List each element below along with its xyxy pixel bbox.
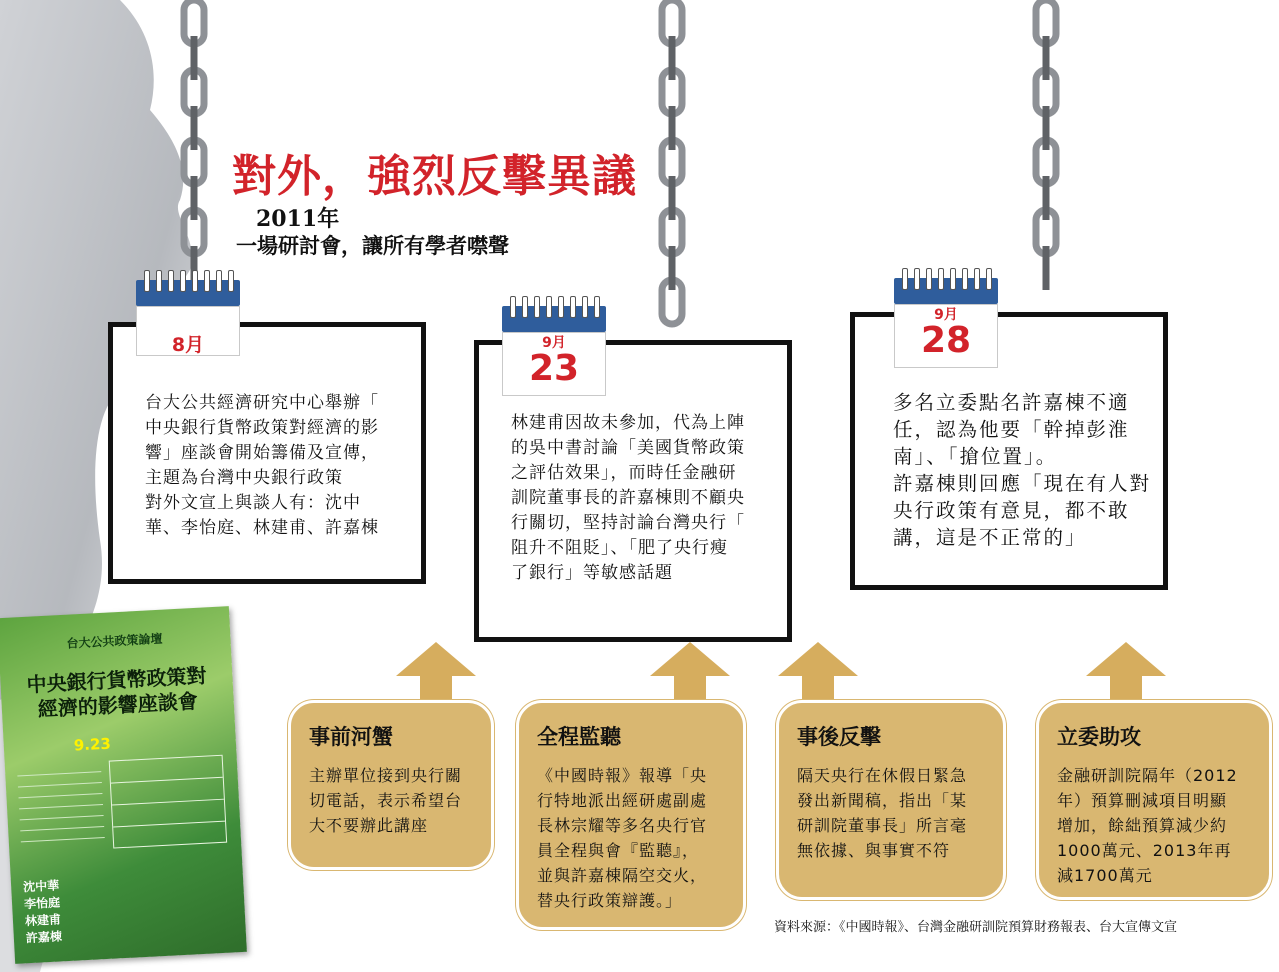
chain-left [172,0,216,300]
poster-title [10,663,224,724]
up-arrow-icon [778,642,858,702]
reaction-description [1057,763,1238,888]
reaction-line: 大不要辦此講座 [309,816,429,835]
reaction-line: 《中國時報》報導「央 [537,766,708,785]
reaction-line: 金融研訓院隔年（2012 [1057,766,1238,785]
reaction-line: 隔天央行在休假日緊急 [797,766,968,785]
reaction-line: 切電話，表示希望台 [309,791,463,810]
event-line: 行關切，堅持討論台灣央行「 [511,513,745,533]
subtitle-text: 一場研討會，讓所有學者噤聲 [236,233,509,258]
reaction-line: 員全程與會『監聽』， [537,841,700,860]
reaction-title: 全程監聽 [537,724,621,749]
reaction-description [797,763,967,863]
event-line: 講，這是不正常的」 [893,526,1087,549]
reaction-line: 發出新聞稿，指出「某 [797,791,968,810]
reaction-line: 無依據、與事實不符 [797,841,951,860]
chain-middle [650,0,694,330]
poster-speaker: 李怡庭 [23,895,61,912]
up-arrow-icon [650,642,730,702]
page-title: 對外，強烈反擊異議 [232,151,637,202]
event-line: 對外文宣上與談人有：沈中 [145,493,361,513]
reaction-line: 行特地派出經研處副處 [537,791,708,810]
event-line: 之評估效果」，而時任金融研 [511,463,737,483]
poster-header: 台大公共政策論壇 [66,631,163,651]
subtitle-year: 2011年 [256,206,340,232]
calendar-day: 23 [528,348,580,389]
calendar-month: 9月 [934,307,958,323]
chain-right [1024,0,1068,300]
calendar-month: 8月 [171,334,205,356]
event-line: 台大公共經濟研究中心舉辦「 [145,393,379,413]
poster-speaker: 林建甫 [24,912,62,929]
reaction-line: 1000萬元、2013年再 [1057,841,1232,860]
event-line: 了銀行」等敏感話題 [511,563,673,583]
reaction-line: 替央行政策辯護。」 [537,891,683,910]
reaction-box-pre-event [288,700,494,870]
calendar-icon [136,270,240,370]
poster-speaker: 許嘉棟 [25,929,63,946]
reaction-title: 事前河蟹 [309,724,393,749]
reaction-box-counterattack [776,700,1006,900]
event-line: 中央銀行貨幣政策對經濟的影 [145,418,379,438]
reaction-title: 事後反擊 [797,724,881,749]
event-line: 阻升不阻貶」、「肥了央行瘦 [511,538,728,558]
event-description [145,391,379,541]
event-line: 響」座談會開始籌備及宣傳， [145,443,379,463]
event-line: 任，認為他要「幹掉彭淮 [893,418,1130,441]
event-line: 華、李怡庭、林建甫、許嘉棟 [145,518,379,538]
reaction-description [309,763,462,838]
event-line: 許嘉棟則回應「現在有人對 [893,472,1152,495]
event-line: 的吳中書討論「美國貨幣政策 [511,438,745,458]
reaction-line: 減1700萬元 [1057,866,1153,885]
event-line: 多名立委點名許嘉棟不適 [893,391,1130,414]
calendar-icon [502,296,606,406]
source-note: 資料來源：《中國時報》、台灣金融研訓院預算財務報表、台大宣傳文宣 [774,920,1178,935]
event-line: 林建甫因故未參加，代為上陣 [511,413,745,433]
poster-date: 9.23 [73,734,112,755]
event-description [893,389,1151,551]
reaction-box-monitoring [516,700,746,930]
reaction-line: 主辦單位接到央行關 [309,766,463,785]
poster-speaker: 沈中華 [22,878,60,895]
reaction-line: 年）預算刪減項目明顯 [1057,791,1228,810]
event-poster [0,606,247,964]
event-description [511,411,745,586]
event-line: 訓院董事長的許嘉棟則不顧央 [511,488,745,508]
calendar-icon [894,268,998,378]
reaction-title: 立委助攻 [1057,724,1141,749]
poster-paragraph [17,765,105,846]
event-line: 南」、「搶位置」。 [893,445,1058,468]
poster-title-line: 中央銀行貨幣政策對 [26,663,208,697]
event-line: 央行政策有意見，都不敢 [893,499,1130,522]
poster-title-line: 經濟的影響座談會 [37,688,199,722]
event-line: 主題為台灣中央銀行政策 [145,468,343,488]
reaction-line: 並與許嘉棟隔空交火， [537,866,708,885]
reaction-description [537,763,707,913]
calendar-day: 28 [920,320,972,361]
up-arrow-icon [396,642,476,702]
reaction-line: 研訓院董事長」所言毫 [797,816,968,835]
up-arrow-icon [1086,642,1166,702]
reaction-box-legislators [1036,700,1272,900]
poster-speakers [23,877,63,947]
reaction-line: 增加，餘絀預算減少約 [1057,816,1228,835]
calendar-month: 9月 [542,335,566,351]
poster-schedule-table [109,755,227,849]
reaction-line: 長林宗耀等多名央行官 [537,816,708,835]
